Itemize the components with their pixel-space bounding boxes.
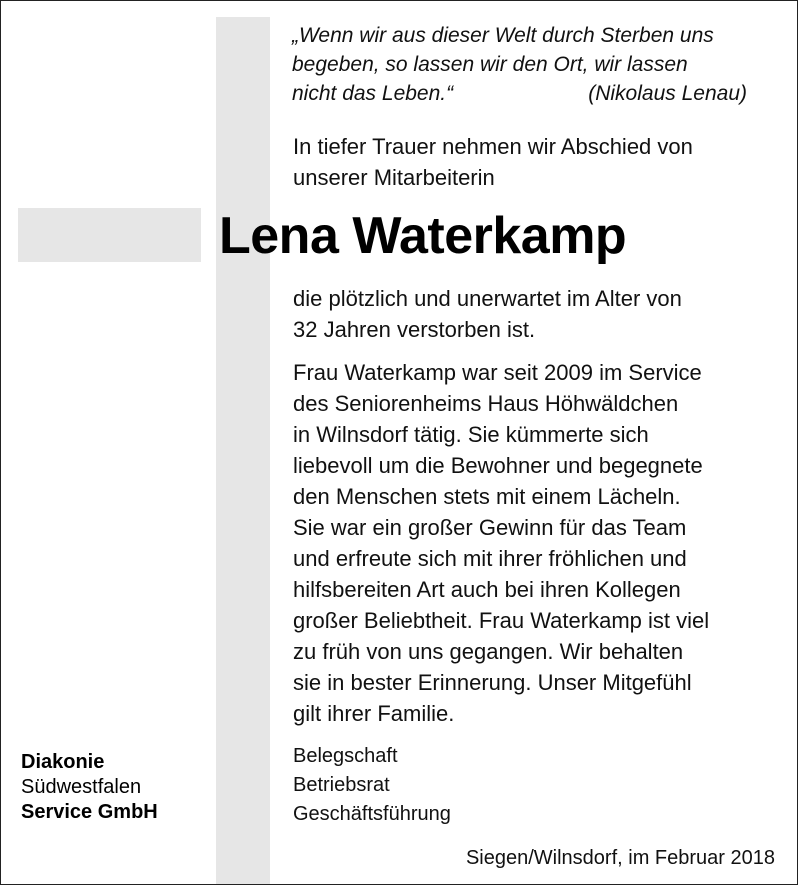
- signer: Betriebsrat: [293, 774, 390, 796]
- quote-line: nicht das Leben.“: [292, 82, 454, 105]
- signers-list: [293, 742, 451, 829]
- intro-line: In tiefer Trauer nehmen wir Abschied von: [293, 134, 693, 159]
- place-date: Siegen/Wilnsdorf, im Februar 2018: [465, 847, 775, 869]
- body-line: 32 Jahren verstorben ist.: [293, 317, 536, 342]
- signer: Geschäftsführung: [293, 803, 451, 825]
- body-line: und erfreute sich mit ihrer fröhlichen und: [293, 546, 687, 571]
- deceased-name: Lena Waterkamp: [219, 207, 627, 265]
- quote-line: begeben, so lassen wir den Ort, wir lassen: [292, 53, 688, 76]
- cross-vertical-bar: [216, 17, 270, 885]
- body-line: Sie war ein großer Gewinn für das Team: [293, 515, 687, 540]
- body-line: die plötzlich und unerwartet im Alter von: [293, 286, 682, 311]
- body-line: sie in bester Erinnerung. Unser Mitgefühl: [293, 670, 692, 695]
- quote-block: [292, 21, 772, 108]
- body-line: den Menschen stets mit einem Lächeln.: [293, 484, 681, 509]
- quote-author: (Nikolaus Lenau): [588, 82, 747, 105]
- body-line: hilfsbereiten Art auch bei ihren Kollegen: [293, 577, 681, 602]
- company-name: [21, 750, 158, 825]
- signer: Belegschaft: [293, 745, 398, 767]
- intro-text: [293, 131, 783, 193]
- quote-last-row: [292, 79, 747, 108]
- company-line-1: Diakonie: [21, 751, 105, 773]
- company-line-3: Service GmbH: [21, 801, 158, 823]
- body-line: liebevoll um die Bewohner und begegnete: [293, 453, 703, 478]
- body-text: [293, 283, 788, 741]
- body-paragraph-2: [293, 357, 788, 729]
- body-line: gilt ihrer Familie.: [293, 701, 455, 726]
- body-line: großer Beliebtheit. Frau Waterkamp ist viel: [293, 608, 710, 633]
- cross-horizontal-bar: [18, 208, 201, 262]
- body-line: zu früh von uns gegangen. Wir behalten: [293, 639, 684, 664]
- body-line: Frau Waterkamp war seit 2009 im Service: [293, 360, 702, 385]
- body-line: des Seniorenheims Haus Höhwäldchen: [293, 391, 679, 416]
- quote-line: „Wenn wir aus dieser Welt durch Sterben uns: [292, 24, 714, 47]
- intro-line: unserer Mitarbeiterin: [293, 165, 495, 190]
- company-line-2: Südwestfalen: [21, 776, 142, 798]
- body-paragraph-1: [293, 283, 788, 345]
- body-line: in Wilnsdorf tätig. Sie kümmerte sich: [293, 422, 649, 447]
